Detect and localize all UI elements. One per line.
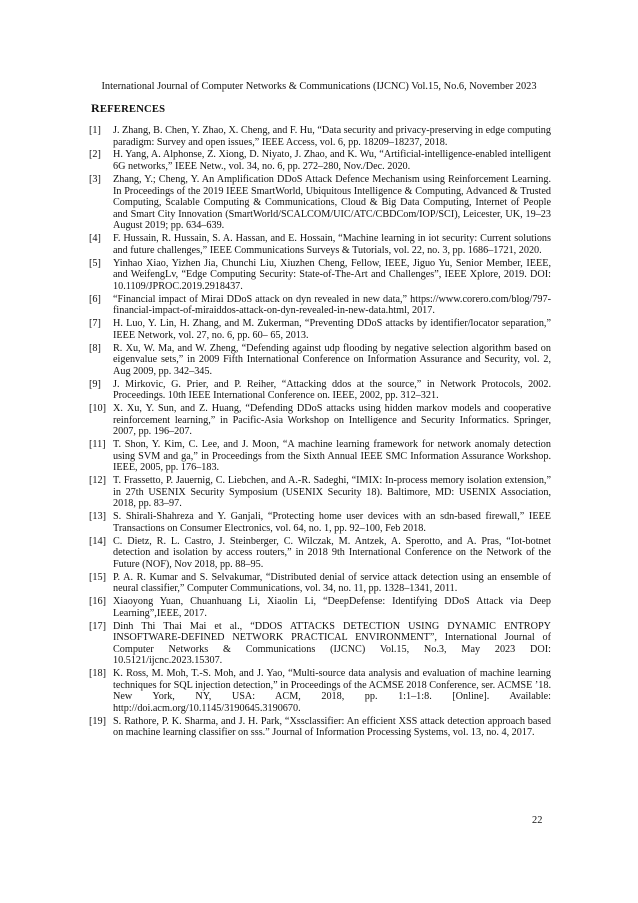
reference-number: [1] (89, 125, 101, 136)
reference-text: S. Shirali-Shahreza and Y. Ganjali, “Protecting home user devices with an sdn-based firewall,” IEEE Transactions on Consumer Electronics, vol. 64, no. 1, pp. 92–100, Feb 2018. (113, 511, 551, 534)
reference-text: Dinh Thi Thai Mai et al., “DDOS ATTACKS DETECTION USING DYNAMIC ENTROPY INSOFTWARE-DEFINED NETWORK PRACTICAL ENVIRONMENT”, International Journal of Computer Networks & Communications (IJCNC) Vol.15, No.3, May 2023 DOI: 10.5121/ijcnc.2023.15307. (113, 620, 551, 667)
reference-item (89, 403, 551, 438)
reference-text: P. A. R. Kumar and S. Selvakumar, “Distributed denial of service attack detection using an ensemble of neural classifier,” Computer Communications, vol. 34, no. 11, pp. 1328–1341, 2011. (113, 571, 551, 595)
reference-text: R. Xu, W. Ma, and W. Zheng, “Defending against udp flooding by negative selection algorithm based on eigenvalue sets,” in 2009 Fifth International Conference on Information Assurance and Security, vol. 2, Aug 2009, pp. 342–345. (113, 342, 551, 377)
reference-number: [3] (89, 173, 101, 185)
reference-item (89, 536, 551, 571)
reference-number: [5] (89, 257, 101, 269)
reference-text: “Financial impact of Mirai DDoS attack on dyn revealed in new data,” https://www.corero.com/blog/797-financial-impact-of-miraiddos-attack-on-dyn-revealed-in-new-data.html, 2017. (113, 293, 551, 317)
reference-item (89, 439, 551, 474)
reference-item (89, 475, 551, 510)
reference-item (89, 318, 551, 341)
reference-text: Yinhao Xiao, Yizhen Jia, Chunchi Liu, Xiuzhen Cheng, Fellow, IEEE, Jiguo Yu, Senior Member, IEEE, and WeifengLv, “Edge Computing Security: State-of-The-Art and Challenges”, IEEE Xplore, 2019. DOI: 10.1109/JPROC.2019.2918437. (113, 257, 551, 292)
reference-number: [13] (89, 511, 106, 523)
reference-number: [17] (89, 620, 106, 632)
reference-number: [14] (89, 535, 106, 547)
reference-text: S. Rathore, P. K. Sharma, and J. H. Park, “Xssclassifier: An efficient XSS attack detection approach based on machine learning classifier on sss.” Journal of Information Processing Systems, vol. 13, no. 4, 2017. (113, 715, 551, 739)
reference-number: [7] (89, 318, 101, 330)
reference-number: [8] (89, 342, 101, 354)
reference-item (89, 716, 551, 739)
reference-item (89, 621, 551, 667)
references-heading (91, 101, 165, 116)
reference-text: J. Mirkovic, G. Prier, and P. Reiher, “Attacking ddos at the source,” in Network Protocols, 2002. Proceedings. 10th IEEE International Conference on. IEEE, 2002, pp. 312–321. (113, 378, 551, 402)
reference-number: [12] (89, 475, 106, 487)
reference-item (89, 174, 551, 232)
reference-number: [18] (89, 668, 106, 680)
reference-number: [9] (89, 378, 101, 390)
references-heading-text: REFERENCES (91, 101, 166, 115)
reference-text: H. Luo, Y. Lin, H. Zhang, and M. Zukerman, “Preventing DDoS attacks by identifier/locator separation,” IEEE Network, vol. 27, no. 6, pp. 60– 65, 2013. (113, 318, 551, 341)
reference-text: J. Zhang, B. Chen, Y. Zhao, X. Cheng, and F. Hu, “Data security and privacy-preserving in edge computing paradigm: Survey and open issues,” IEEE Access, vol. 6, pp. 18209–18237, 2018. (113, 125, 551, 148)
reference-text: T. Frassetto, P. Jauernig, C. Liebchen, and A.-R. Sadeghi, “IMIX: In-process memory isolation extension,” in 27th USENIX Security Symposium (USENIX Security 18). Baltimore, MD: USENIX Association, 2018, pp. 83–97. (113, 475, 551, 510)
reference-item (89, 511, 551, 534)
reference-item (89, 379, 551, 402)
reference-number: [10] (89, 403, 106, 415)
reference-item (89, 258, 551, 293)
reference-number: [6] (89, 293, 101, 305)
reference-text: K. Ross, M. Moh, T.-S. Moh, and J. Yao, “Multi-source data analysis and evaluation of machine learning techniques for SQL injection detection,” in Proceedings of the ACMSE 2018 Conference, ser. ACMSE ’18. New York, NY, USA: ACM, 2018, pp. 1:1–1:8. [Online]. Available: http://doi.acm.org/10.1145/3190645.3190670. (113, 668, 551, 714)
reference-item (89, 596, 551, 619)
reference-text: T. Shon, Y. Kim, C. Lee, and J. Moon, “A machine learning framework for network anomaly detection using SVM and ga,” in Proceedings from the Sixth Annual IEEE SMC Information Assurance Workshop. IEEE, 2005, pp. 176–183. (113, 439, 551, 474)
reference-item (89, 149, 551, 172)
reference-text: C. Dietz, R. L. Castro, J. Steinberger, C. Wilczak, M. Antzek, A. Sperotto, and A. Pras, “Iot-botnet detection and isolation by access routers,” in 2018 9th International Conference on the Network of the Future (NOF), Nov 2018, pp. 88–95. (113, 535, 551, 570)
reference-item (89, 572, 551, 595)
reference-number: [19] (89, 715, 106, 727)
reference-text: Zhang, Y.; Cheng, Y. An Amplification DDoS Attack Defence Mechanism using Reinforcement Learning. In Proceedings of the 2019 IEEE SmartWorld, Ubiquitous Intelligence & Computing, Advanced & Trusted Computing, Scalable Computing & Communications, Cloud & Big Data Computing, Internet of People and Smart City Innovation (SmartWorld/SCALCOM/UIC/ATC/CBDCom/IOP/SCI), Leicester, UK, 19–23 August 2019; pp. 634–639. (113, 173, 551, 232)
reference-list (89, 125, 551, 740)
reference-number: [4] (89, 233, 101, 245)
reference-number: [11] (89, 439, 106, 451)
journal-header: International Journal of Computer Networks & Communications (IJCNC) Vol.15, No.6, November 2023 (101, 81, 537, 92)
reference-text: H. Yang, A. Alphonse, Z. Xiong, D. Niyato, J. Zhao, and K. Wu, “Artificial-intelligence-enabled intelligent 6G networks,” IEEE Netw., vol. 34, no. 6, pp. 272–280, Nov./Dec. 2020. (113, 149, 551, 173)
reference-item (89, 343, 551, 378)
reference-item (89, 233, 551, 256)
reference-item (89, 125, 551, 148)
reference-text: X. Xu, Y. Sun, and Z. Huang, “Defending DDoS attacks using hidden markov models and cooperative reinforcement learning,” in Pacific-Asia Workshop on Intelligence and Security Informatics. Springer, 2007, pp. 196–207. (113, 403, 551, 438)
reference-text: Xiaoyong Yuan, Chuanhuang Li, Xiaolin Li, “DeepDefense: Identifying DDoS Attack via Deep Learning”,IEEE, 2017. (113, 596, 551, 619)
reference-number: [16] (89, 596, 106, 608)
reference-item (89, 668, 551, 714)
reference-number: [2] (89, 149, 101, 161)
reference-text: F. Hussain, R. Hussain, S. A. Hassan, and E. Hossain, “Machine learning in iot security: Current solutions and future challenges,” IEEE Communications Surveys & Tutorials, vol. 22, no. 3, pp. 1686–1721, 2020. (113, 233, 551, 256)
reference-number: [15] (89, 571, 106, 583)
page-number: 22 (532, 815, 543, 826)
reference-item (89, 294, 551, 317)
